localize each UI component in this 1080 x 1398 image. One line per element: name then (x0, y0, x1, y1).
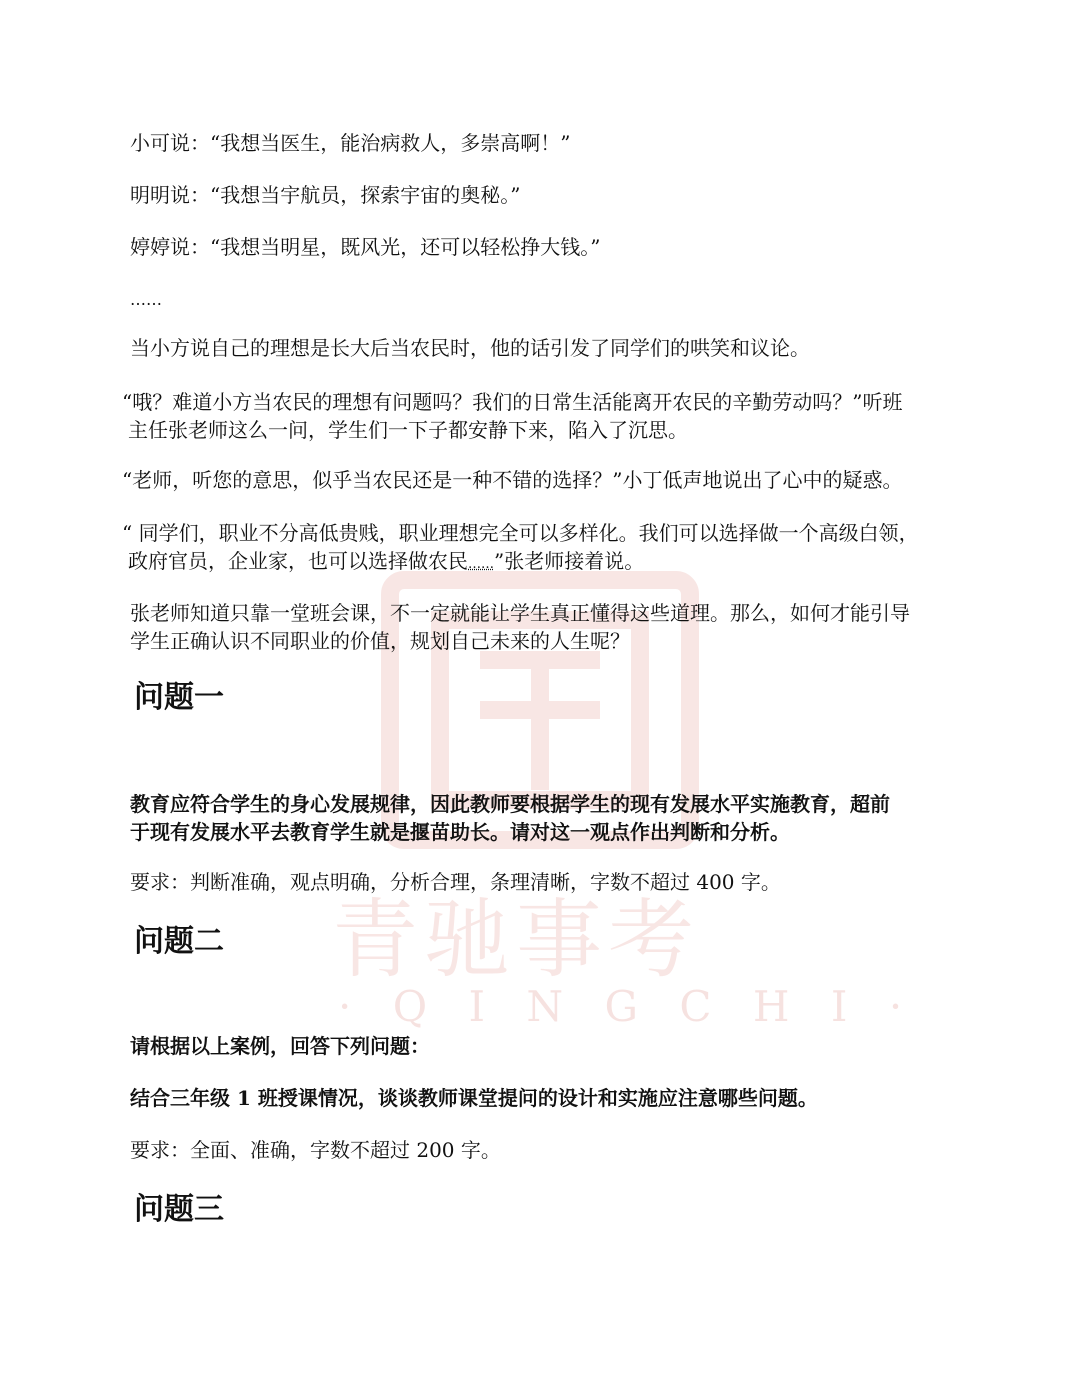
question-2-question: 结合三年级 1 班授课情况，谈谈教师课堂提问的设计和实施应注意哪些问题。 (130, 1086, 818, 1110)
case-line-teacher-answer-2: 政府官员，企业家，也可以选择做农民……”张老师接着说。 (128, 549, 645, 573)
case-line-reflection-1: 张老师知道只靠一堂班会课，不一定就能让学生真正懂得这些道理。那么，如何才能引导 (130, 601, 910, 625)
question-1-requirement: 要求：判断准确，观点明确，分析合理，条理清晰，字数不超过 400 字。 (130, 870, 781, 894)
watermark-brand-cn: 青驰事考 (332, 890, 700, 990)
question-2-requirement: 要求：全面、准确，字数不超过 200 字。 (130, 1138, 501, 1162)
case-line-xiaofang: 当小方说自己的理想是长大后当农民时，他的话引发了同学们的哄笑和议论。 (130, 336, 810, 360)
question-3-heading: 问题三 (134, 1192, 224, 1227)
case-line-xiaoding: “老师，听您的意思，似乎当农民还是一种不错的选择？”小丁低声地说出了心中的疑惑。 (122, 468, 903, 492)
case-line-reflection-2: 学生正确认识不同职业的价值，规划自己未来的人生呢？ (130, 629, 630, 653)
question-1-statement-line-1: 教育应符合学生的身心发展规律，因此教师要根据学生的现有发展水平实施教育，超前 (130, 792, 890, 816)
case-line-teacher-question-1: “哦？难道小方当农民的理想有问题吗？我们的日常生活能离开农民的辛勤劳动吗？”听班 (122, 390, 903, 414)
question-2-intro: 请根据以上案例，回答下列问题： (130, 1034, 430, 1058)
question-1-statement-line-2: 于现有发展水平去教育学生就是揠苗助长。请对这一观点作出判断和分析。 (130, 820, 790, 844)
case-ellipsis-underlined: …… (468, 557, 494, 572)
case-line-tingting: 婷婷说：“我想当明星，既风光，还可以轻松挣大钱。” (130, 235, 601, 259)
case-line-xiaoke: 小可说：“我想当医生，能治病救人，多崇高啊！” (130, 131, 571, 155)
case-line-mingming: 明明说：“我想当宇航员，探索宇宙的奥秘。” (130, 183, 521, 207)
question-2-heading: 问题二 (134, 924, 224, 959)
case-line-teacher-question-2: 主任张老师这么一问，学生们一下子都安静下来，陷入了沉思。 (128, 418, 688, 442)
case-line-ellipsis: …… (130, 290, 162, 309)
case-line-teacher-answer-1: “ 同学们，职业不分高低贵贱，职业理想完全可以多样化。我们可以选择做一个高级白领， (122, 521, 919, 545)
watermark-brand-latin: · Q I N G C H I · (338, 982, 917, 1031)
question-1-heading: 问题一 (134, 680, 224, 715)
